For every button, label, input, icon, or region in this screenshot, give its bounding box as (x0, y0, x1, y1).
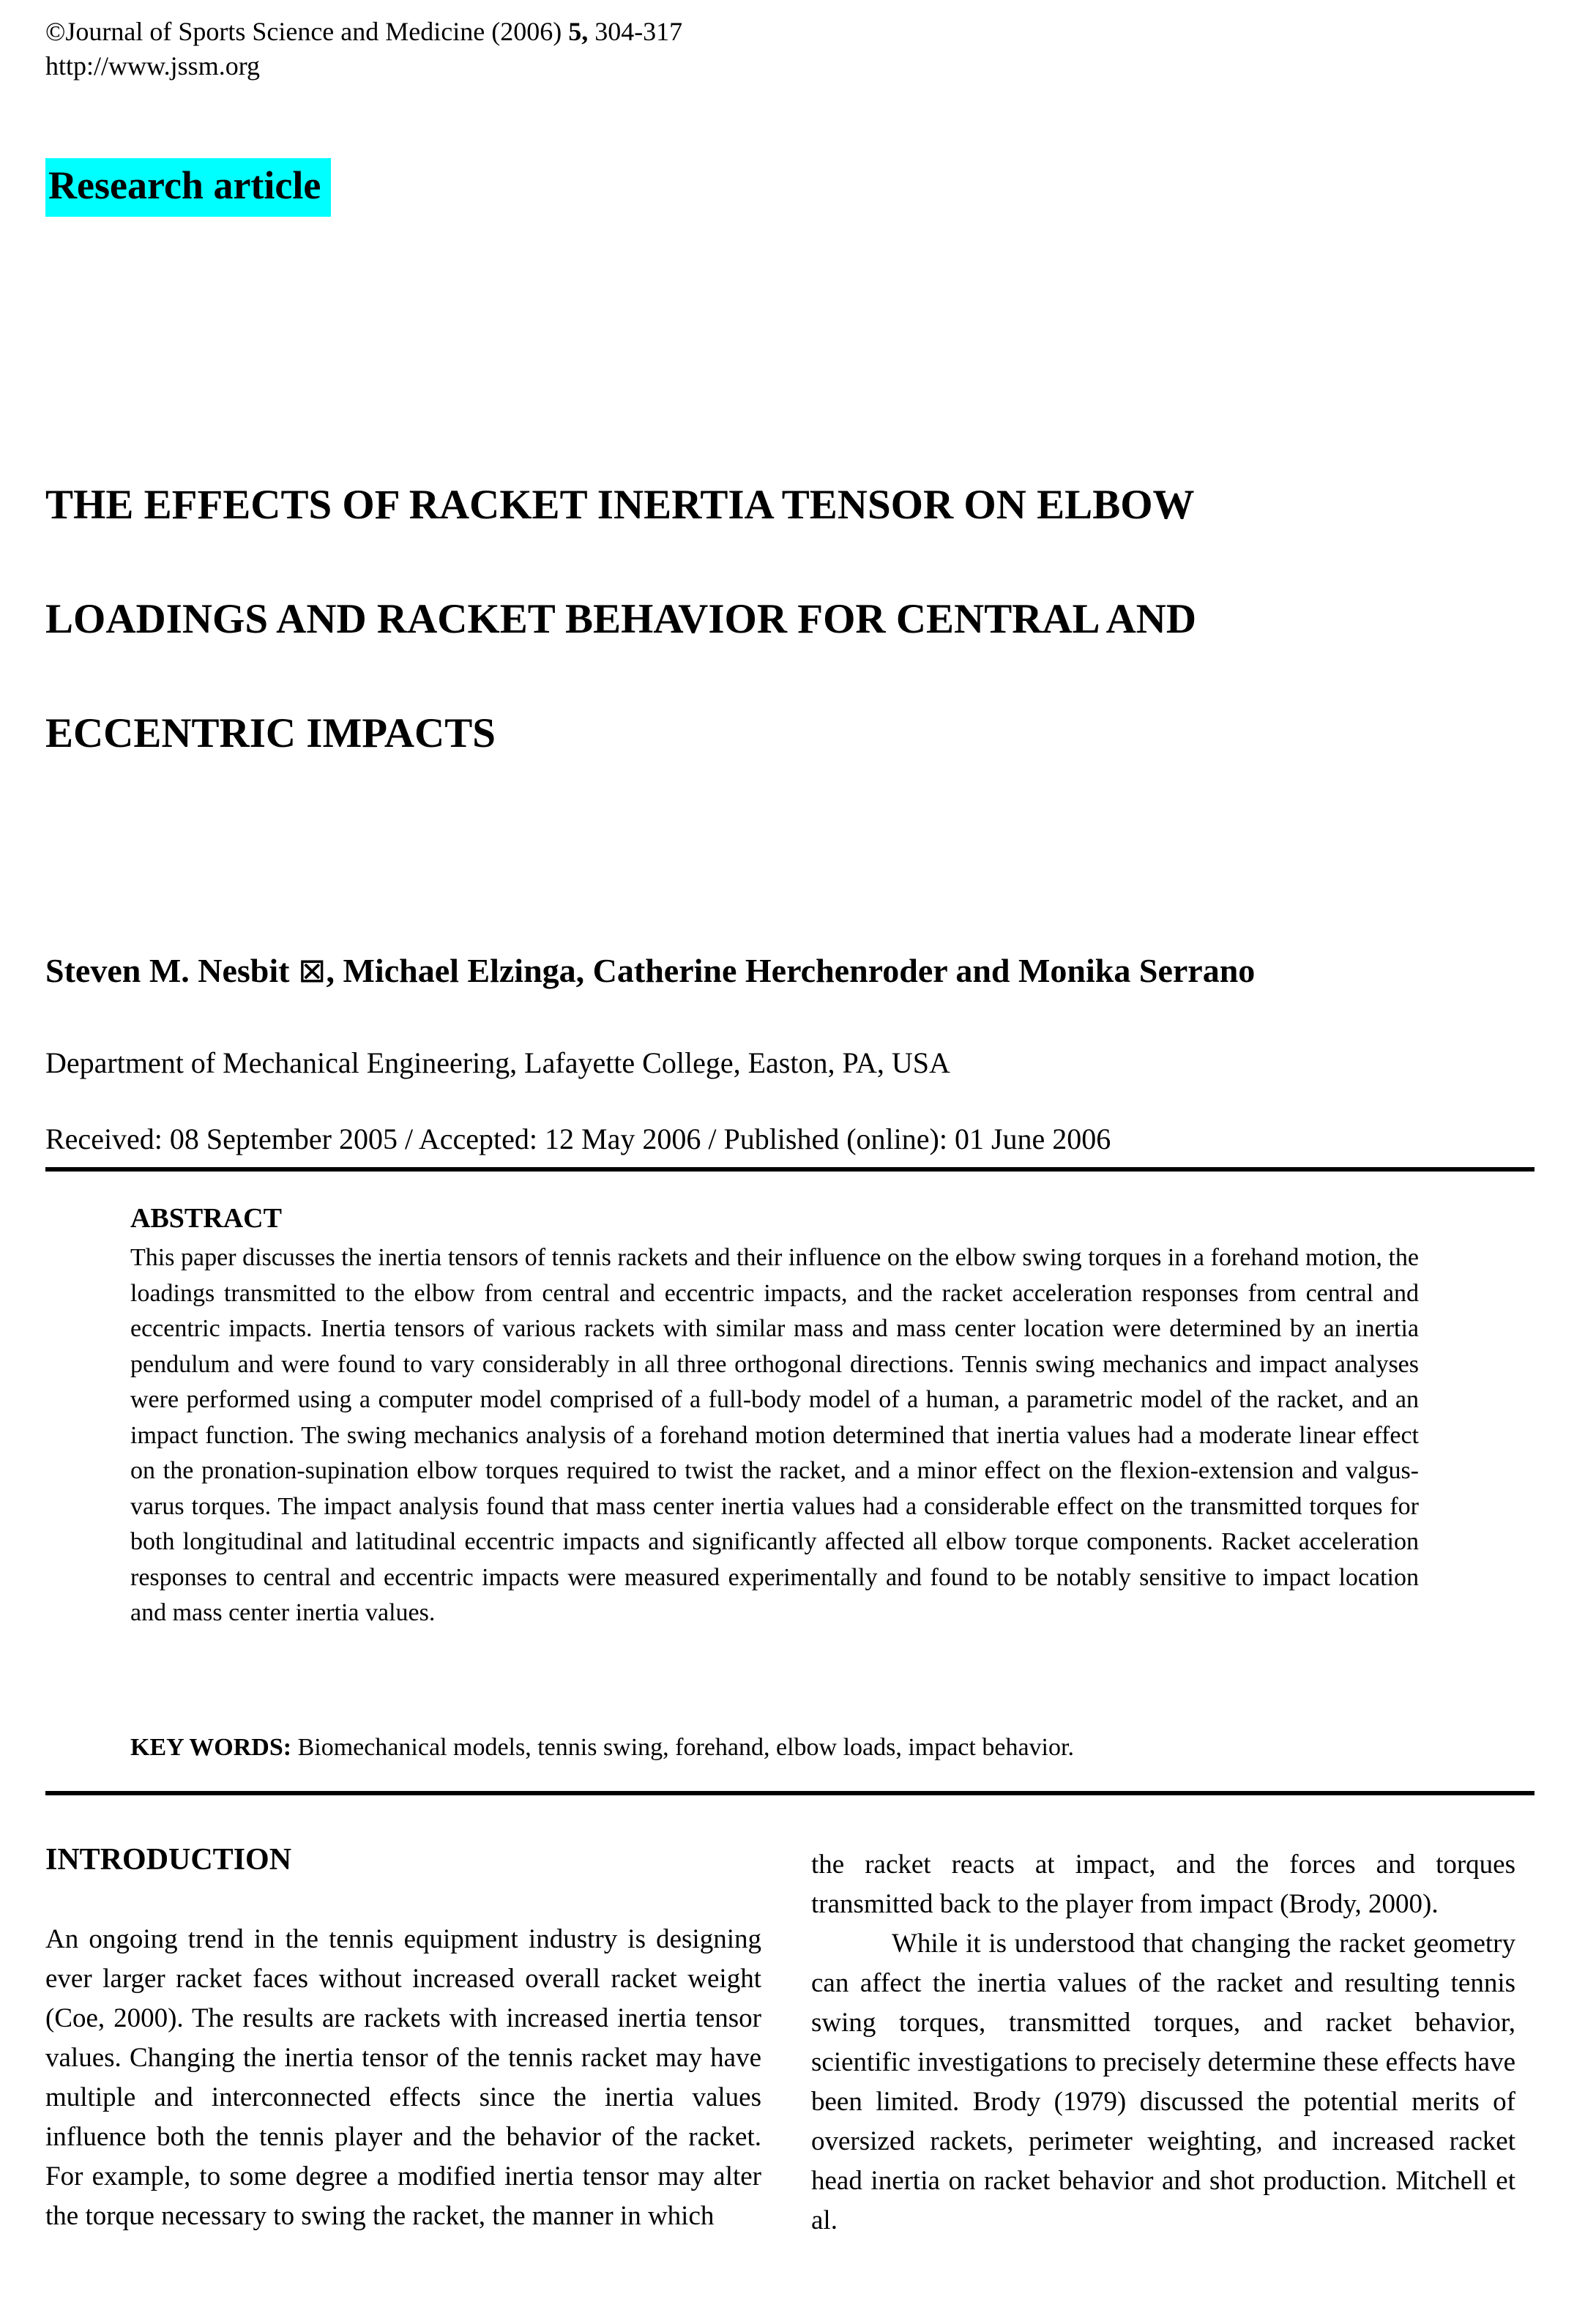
abstract-heading: ABSTRACT (130, 1203, 282, 1234)
affiliation: Department of Mechanical Engineering, Lafayette College, Easton, PA, USA (45, 1046, 950, 1079)
intro-paragraph-1: An ongoing trend in the tennis equipment industry is designing ever larger racket faces without increased overall racket weight (Coe, 2000). The results are rackets with increased inertia tensor values. Changing the inertia tensor of the tennis racket may have multiple and interconnected effects since the inertia values influence both the tennis player and the behavior of the racket. For example, to some degree a modified inertia tensor may alter the torque necessary to swing the racket, the manner in which (45, 1924, 761, 2231)
article-title-line2: LOADINGS AND RACKET BEHAVIOR FOR CENTRAL AND (45, 596, 1197, 642)
article-title (45, 448, 1196, 791)
journal-citation-prefix: ©Journal of Sports Science and Medicine (2006) (45, 17, 569, 46)
journal-volume: 5, (568, 17, 589, 46)
envelope-icon: ⊠ (297, 950, 327, 990)
keywords-text: Biomechanical models, tennis swing, forehand, elbow loads, impact behavior. (291, 1734, 1074, 1761)
article-title-line1: THE EFFECTS OF RACKET INERTIA TENSOR ON ELBOW (45, 482, 1195, 528)
dates-line: Received: 08 September 2005 / Accepted: 12 May 2006 / Published (online): 01 June 2006 (45, 1122, 1111, 1155)
article-type-badge: Research article (45, 158, 331, 217)
divider-bottom (45, 1791, 1535, 1795)
journal-header (45, 15, 682, 83)
journal-citation (45, 15, 682, 49)
intro-column-right (811, 1845, 1515, 2241)
author-name-corresponding: Steven M. Nesbit (45, 952, 298, 989)
journal-pages: 304-317 (588, 17, 683, 46)
keywords-line (130, 1734, 1419, 1762)
intro-column-left (45, 1842, 761, 2236)
journal-url: http://www.jssm.org (45, 51, 261, 81)
keywords-label: KEY WORDS: (130, 1734, 292, 1761)
intro-paragraph-2: While it is understood that changing the racket geometry can affect the inertia values of the racket and resulting tennis swing torques, transmitted torques, and racket behavior, scientific investigations to precisely determine these effects have been limited. Brody (1979) discussed the potential merits of oversized rackets, perimeter weighting, and increased racket head inertia on racket behavior and shot production. Mitchell et al. (811, 1929, 1515, 2235)
abstract-text: This paper discusses the inertia tensors of tennis rackets and their influence on the elbow swing torques in a forehand motion, the loadings transmitted to the elbow from central and eccentric impacts, and the racket acceleration responses from central and eccentric impacts. Inertia tensors of various rackets with similar mass and mass center location were determined by an inertia pendulum and were found to vary considerably in all three orthogonal directions. Tennis swing mechanics and impact analyses were performed using a computer model comprised of a full-body model of a human, a parametric model of the racket, and an impact function. The swing mechanics analysis of a forehand motion determined that inertia values had a moderate linear effect on the pronation-supination elbow torques required to twist the racket, and a minor effect on the flexion-extension and valgus-varus torques. The impact analysis found that mass center inertia values had a considerable effect on the transmitted torques for both longitudinal and latitudinal eccentric impacts and significantly affected all elbow torque components. Racket acceleration responses to central and eccentric impacts were measured experimentally and found to be notably sensitive to impact location and mass center inertia values. (130, 1244, 1419, 1626)
divider-top (45, 1167, 1535, 1172)
intro-paragraph-1-continued: the racket reacts at impact, and the forces and torques transmitted back to the player from impact (Brody, 2000). (811, 1850, 1515, 1919)
authors-rest: , Michael Elzinga, Catherine Herchenroder and Monika Serrano (326, 952, 1256, 989)
authors-line (45, 950, 1255, 990)
introduction-heading: INTRODUCTION (45, 1843, 292, 1877)
article-title-line3: ECCENTRIC IMPACTS (45, 710, 496, 756)
